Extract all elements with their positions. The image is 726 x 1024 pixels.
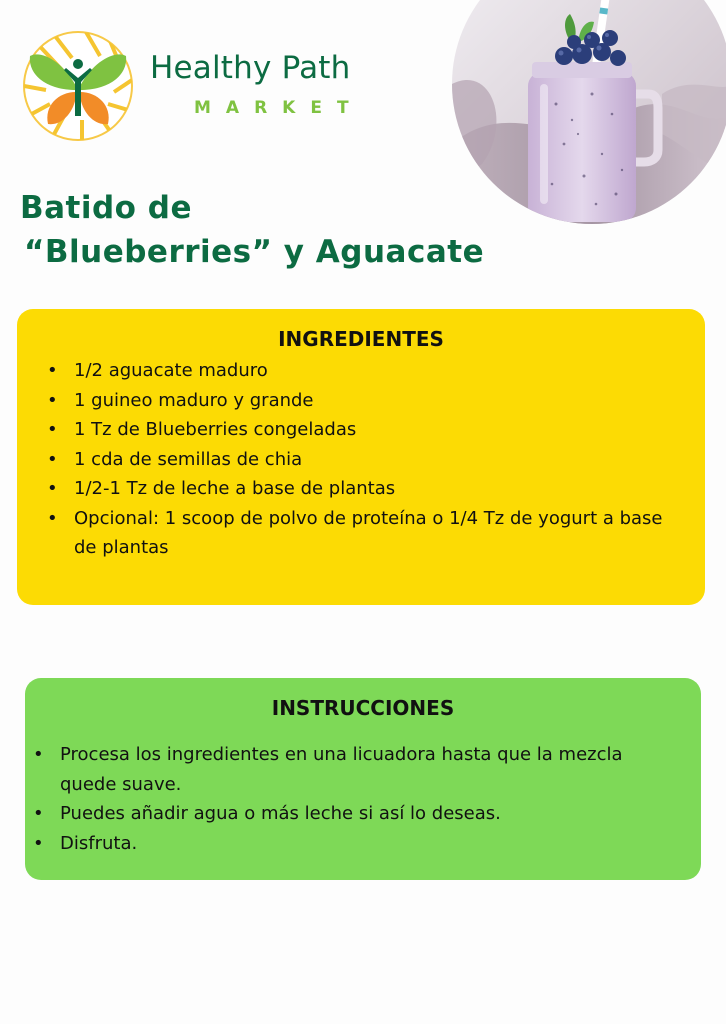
- ingredients-card: [17, 309, 705, 605]
- bullet-icon: •: [47, 448, 58, 470]
- ingredient-text: 1 guineo maduro y grande: [74, 389, 314, 411]
- list-item: [47, 504, 684, 563]
- bullet-icon: •: [33, 832, 44, 854]
- bullet-icon: •: [33, 803, 44, 824]
- ingredient-text: 1/2 aguacate maduro: [74, 360, 268, 381]
- list-item: [47, 415, 684, 445]
- brand-subtitle: MARKET: [194, 98, 364, 118]
- instructions-list: [33, 740, 680, 858]
- list-item: [33, 740, 680, 799]
- brand-name: Healthy Path: [150, 50, 351, 86]
- ingredient-text: 1 cda de semillas de chia: [74, 448, 303, 470]
- list-item: [33, 829, 680, 859]
- list-item: [47, 386, 684, 416]
- instruction-text: Puedes añadir agua o más leche si así lo deseas.: [60, 803, 501, 824]
- bullet-icon: •: [47, 478, 58, 499]
- instructions-heading: INSTRUCCIONES: [271, 696, 455, 720]
- list-item: [47, 474, 684, 504]
- recipe-title-line-1: Batido de: [20, 190, 192, 226]
- instruction-text: Procesa los ingredientes en una licuadora hasta que la mezcla quede suave.: [60, 744, 623, 795]
- ingredients-list: [47, 356, 684, 563]
- healthy-path-logo-icon: [22, 30, 134, 142]
- ingredients-heading: INGREDIENTES: [278, 327, 444, 351]
- recipe-title: [20, 186, 484, 274]
- list-item: [47, 356, 684, 386]
- list-item: [33, 799, 680, 829]
- list-item: [47, 445, 684, 475]
- bullet-icon: •: [33, 744, 44, 765]
- ingredient-text: Opcional: 1 scoop de polvo de proteína o 1/4 Tz de yogurt a base de plantas: [74, 507, 663, 558]
- instruction-text: Disfruta.: [60, 832, 138, 854]
- ingredient-text: 1/2-1 Tz de leche a base de plantas: [74, 478, 396, 499]
- bullet-icon: •: [47, 389, 58, 411]
- bullet-icon: •: [47, 360, 58, 381]
- instructions-card: [25, 678, 701, 880]
- bullet-icon: •: [47, 419, 58, 440]
- recipe-title-line-2: “Blueberries” y Aguacate: [24, 234, 485, 270]
- ingredient-text: 1 Tz de Blueberries congeladas: [74, 419, 357, 440]
- smoothie-photo: [452, 0, 726, 224]
- bullet-icon: •: [47, 507, 58, 529]
